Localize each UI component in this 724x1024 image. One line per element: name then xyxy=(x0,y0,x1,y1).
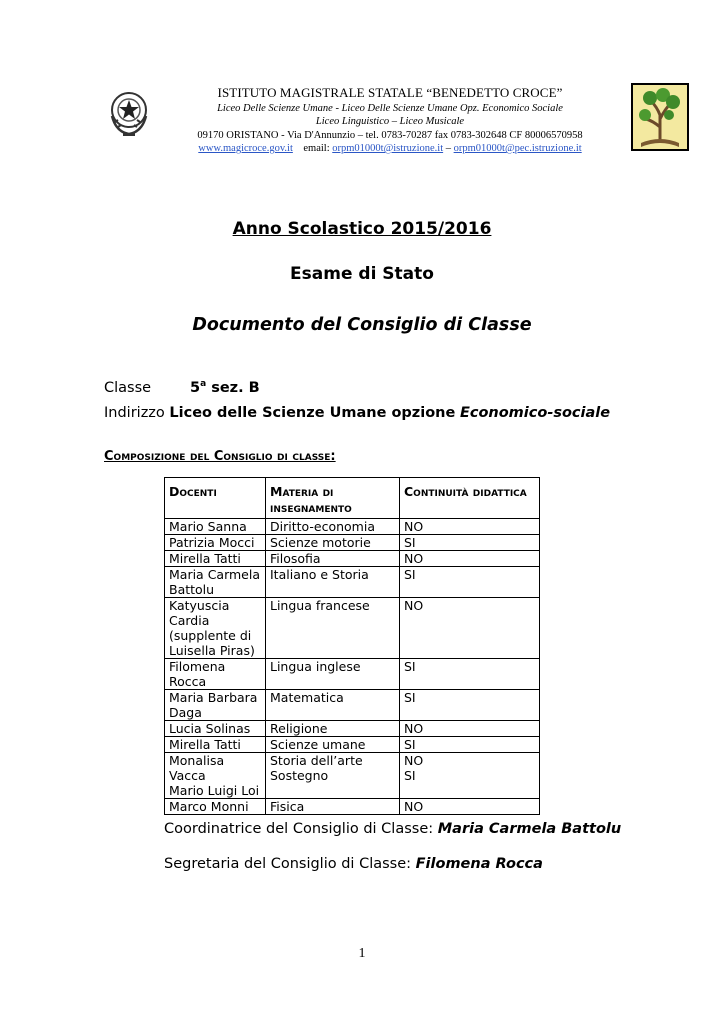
email-label: email: xyxy=(303,143,330,154)
table-row xyxy=(165,519,540,535)
letterhead-line1: Liceo Delle Scienze Umane - Liceo Delle Scienze Umane Opz. Economico Sociale xyxy=(217,102,563,114)
teacher-cell: Maria Carmela Battolu xyxy=(165,567,266,598)
secretary-label: Segretaria del Consiglio di Classe: xyxy=(164,856,412,872)
website-link[interactable]: www.magicroce.gov.it xyxy=(198,143,293,154)
subject-cell: Scienze umane xyxy=(266,737,400,753)
letterhead-line2: Liceo Linguistico – Liceo Musicale xyxy=(315,116,465,127)
subject-cell: Scienze motorie xyxy=(266,535,400,551)
document-title: Documento del Consiglio di Classe xyxy=(192,315,532,335)
continuity-cell: NO xyxy=(400,598,540,659)
table-header-row xyxy=(165,478,540,519)
italian-republic-emblem-icon xyxy=(106,86,152,138)
composition-heading: Composizione del Consiglio di classe: xyxy=(104,449,336,464)
letterhead-contacts xyxy=(160,142,620,156)
school-year-title: Anno Scolastico 2015/2016 xyxy=(232,219,492,239)
header-docenti: Docenti xyxy=(165,478,266,519)
table-row xyxy=(165,737,540,753)
continuity-cell: NO xyxy=(400,721,540,737)
secretary-name: Filomena Rocca xyxy=(415,856,543,872)
school-tree-logo-icon xyxy=(631,83,689,151)
exam-title: Esame di Stato xyxy=(290,264,434,284)
institute-name: ISTITUTO MAGISTRALE STATALE “BENEDETTO CROCE” xyxy=(217,85,563,100)
subject-cell: Lingua francese xyxy=(266,598,400,659)
table-row xyxy=(165,535,540,551)
coordinator-line xyxy=(164,821,621,837)
continuity-cell: NO xyxy=(400,551,540,567)
email-link[interactable]: orpm01000t@istruzione.it xyxy=(332,143,444,154)
letterhead-address: 09170 ORISTANO - Via D'Annunzio – tel. 0783-70287 fax 0783-302648 CF 80006570958 xyxy=(197,129,583,141)
coordinator-name: Maria Carmela Battolu xyxy=(437,821,622,837)
teacher-cell: Maria Barbara Daga xyxy=(165,690,266,721)
teacher-cell: Marco Monni xyxy=(165,799,266,815)
coordinator-label: Coordinatrice del Consiglio di Classe: xyxy=(164,821,434,837)
subject-cell: Fisica xyxy=(266,799,400,815)
address-line xyxy=(104,405,610,421)
subject-cell: Diritto-economia xyxy=(266,519,400,535)
table-row xyxy=(165,598,540,659)
continuity-cell: SI xyxy=(400,737,540,753)
council-table xyxy=(164,477,540,815)
teacher-cell: Mario Sanna xyxy=(165,519,266,535)
subject-cell: Matematica xyxy=(266,690,400,721)
table-row xyxy=(165,567,540,598)
continuity-cell: SI xyxy=(400,567,540,598)
teacher-cell: Mirella Tatti xyxy=(165,737,266,753)
teacher-cell: Patrizia Mocci xyxy=(165,535,266,551)
indirizzo-label: Indirizzo xyxy=(104,405,165,421)
teacher-cell: Monalisa Vacca Mario Luigi Loi xyxy=(165,753,266,799)
continuity-cell: NO xyxy=(400,799,540,815)
table-row xyxy=(165,690,540,721)
subject-cell: Filosofia xyxy=(266,551,400,567)
page-number: 1 xyxy=(358,946,366,961)
table-row xyxy=(165,659,540,690)
header-continuita: Continuità didattica xyxy=(400,478,540,519)
subject-cell: Storia dell’arte Sostegno xyxy=(266,753,400,799)
teacher-cell: Filomena Rocca xyxy=(165,659,266,690)
indirizzo-option: Economico-sociale xyxy=(459,405,611,421)
table-row xyxy=(165,753,540,799)
teacher-cell: Lucia Solinas xyxy=(165,721,266,737)
class-line xyxy=(104,379,260,396)
table-row xyxy=(165,799,540,815)
continuity-cell: NO SI xyxy=(400,753,540,799)
teacher-cell: Katyuscia Cardia (supplente di Luisella Piras) xyxy=(165,598,266,659)
letterhead xyxy=(160,86,620,156)
secretary-line xyxy=(164,856,543,872)
teacher-cell: Mirella Tatti xyxy=(165,551,266,567)
pec-email-link[interactable]: orpm01000t@pec.istruzione.it xyxy=(453,143,582,154)
subject-cell: Italiano e Storia xyxy=(266,567,400,598)
header-materia: Materia di insegnamento xyxy=(266,478,400,519)
subject-cell: Religione xyxy=(266,721,400,737)
continuity-cell: SI xyxy=(400,659,540,690)
table-row xyxy=(165,551,540,567)
email-separator: – xyxy=(445,143,451,154)
class-value: 5$^a$ sez. B xyxy=(190,379,260,396)
class-label: Classe xyxy=(104,379,152,396)
indirizzo-value: Liceo delle Scienze Umane opzione xyxy=(169,405,456,421)
continuity-cell: SI xyxy=(400,690,540,721)
table-row xyxy=(165,721,540,737)
subject-cell: Lingua inglese xyxy=(266,659,400,690)
continuity-cell: SI xyxy=(400,535,540,551)
continuity-cell: NO xyxy=(400,519,540,535)
